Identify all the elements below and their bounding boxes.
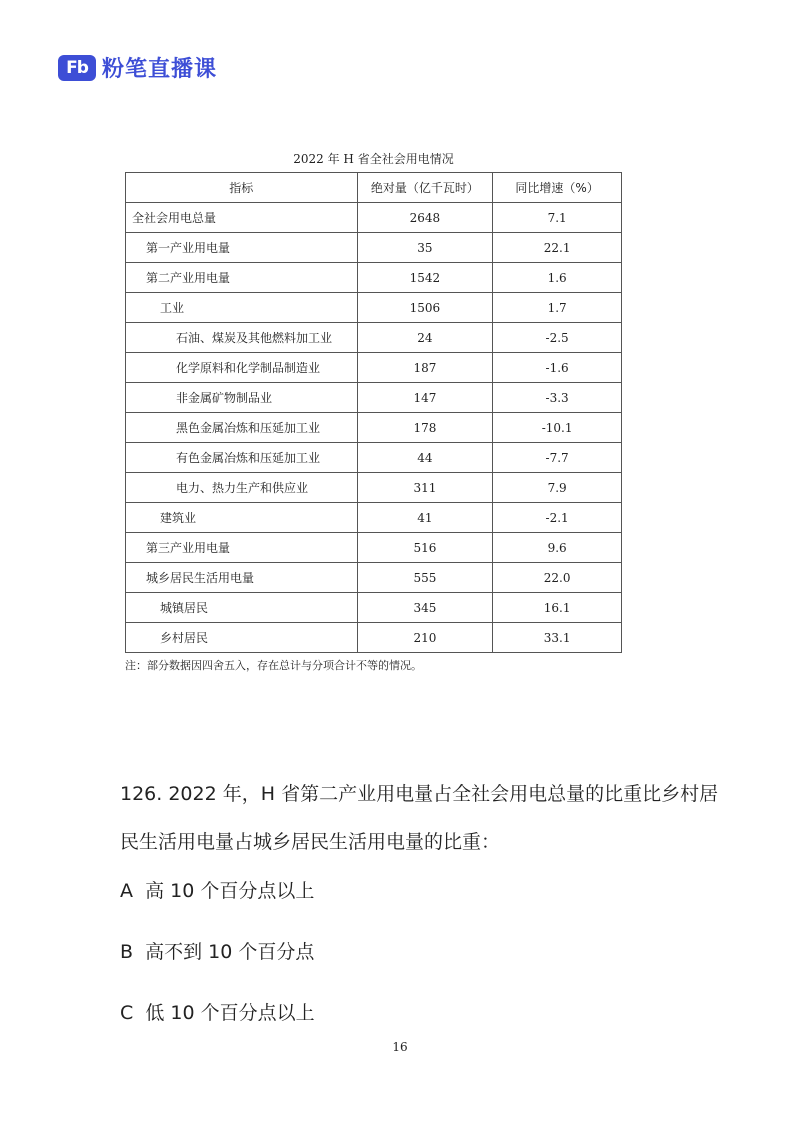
table-row	[126, 233, 622, 263]
row-growth: 22.1	[493, 233, 622, 263]
option-letter: A	[120, 880, 133, 902]
table-row	[126, 293, 622, 323]
row-growth: 16.1	[493, 593, 622, 623]
option-text: 高 10 个百分点以上	[145, 880, 315, 902]
row-growth: 7.1	[493, 203, 622, 233]
row-growth: -1.6	[493, 353, 622, 383]
row-label: 城乡居民生活用电量	[126, 563, 358, 593]
row-growth: -3.3	[493, 383, 622, 413]
row-label: 第二产业用电量	[126, 263, 358, 293]
header-indicator: 指标	[126, 173, 358, 203]
row-label: 城镇居民	[126, 593, 358, 623]
option-text: 高不到 10 个百分点	[145, 941, 315, 963]
row-value: 44	[357, 443, 493, 473]
table-row	[126, 203, 622, 233]
table-row	[126, 593, 622, 623]
table-row	[126, 323, 622, 353]
electricity-table	[125, 172, 622, 653]
table-row	[126, 413, 622, 443]
row-label: 电力、热力生产和供应业	[126, 473, 358, 503]
option-a	[120, 876, 314, 903]
table-header-row	[126, 173, 622, 203]
option-letter: C	[120, 1002, 134, 1024]
row-value: 187	[357, 353, 493, 383]
option-b	[120, 937, 314, 964]
table-row	[126, 443, 622, 473]
row-label: 化学原料和化学制品制造业	[126, 353, 358, 383]
table-row	[126, 473, 622, 503]
row-label: 非金属矿物制品业	[126, 383, 358, 413]
brand-mark-icon: Fb	[58, 55, 96, 81]
row-growth: -2.1	[493, 503, 622, 533]
table-title: 2022 年 H 省全社会用电情况	[293, 152, 454, 166]
table-row	[126, 563, 622, 593]
option-letter: B	[120, 941, 134, 963]
row-label: 石油、煤炭及其他燃料加工业	[126, 323, 358, 353]
row-value: 1506	[357, 293, 493, 323]
row-value: 311	[357, 473, 493, 503]
row-value: 178	[357, 413, 493, 443]
table-row	[126, 263, 622, 293]
row-growth: -10.1	[493, 413, 622, 443]
row-value: 41	[357, 503, 493, 533]
row-label: 第三产业用电量	[126, 533, 358, 563]
row-label: 建筑业	[126, 503, 358, 533]
row-label: 工业	[126, 293, 358, 323]
row-growth: -7.7	[493, 443, 622, 473]
table-row	[126, 533, 622, 563]
row-growth: 9.6	[493, 533, 622, 563]
row-label: 第一产业用电量	[126, 233, 358, 263]
row-value: 516	[357, 533, 493, 563]
brand-name: 粉笔直播课	[102, 57, 218, 82]
row-label: 乡村居民	[126, 623, 358, 653]
table-row	[126, 383, 622, 413]
row-growth: 33.1	[493, 623, 622, 653]
row-growth: 1.7	[493, 293, 622, 323]
row-value: 2648	[357, 203, 493, 233]
table-row	[126, 503, 622, 533]
row-value: 24	[357, 323, 493, 353]
header-growth: 同比增速（%）	[493, 173, 622, 203]
page-number: 16	[392, 1040, 408, 1054]
row-value: 210	[357, 623, 493, 653]
table-row	[126, 353, 622, 383]
row-value: 35	[357, 233, 493, 263]
row-label: 有色金属冶炼和压延加工业	[126, 443, 358, 473]
table-row	[126, 623, 622, 653]
row-value: 147	[357, 383, 493, 413]
row-value: 345	[357, 593, 493, 623]
row-growth: 1.6	[493, 263, 622, 293]
row-growth: -2.5	[493, 323, 622, 353]
table-note: 注：部分数据因四舍五入，存在总计与分项合计不等的情况。	[125, 659, 422, 672]
row-value: 555	[357, 563, 493, 593]
row-growth: 7.9	[493, 473, 622, 503]
header-absolute: 绝对量（亿千瓦时）	[357, 173, 493, 203]
question-text: 126. 2022 年，H 省第二产业用电量占全社会用电总量的比重比乡村居民生活用电量占城乡居民生活用电量的比重：	[120, 783, 719, 853]
row-value: 1542	[357, 263, 493, 293]
row-growth: 22.0	[493, 563, 622, 593]
brand-logo	[58, 52, 217, 83]
row-label: 黑色金属冶炼和压延加工业	[126, 413, 358, 443]
option-c	[120, 998, 315, 1025]
option-text: 低 10 个百分点以上	[145, 1002, 315, 1024]
row-label: 全社会用电总量	[126, 203, 358, 233]
